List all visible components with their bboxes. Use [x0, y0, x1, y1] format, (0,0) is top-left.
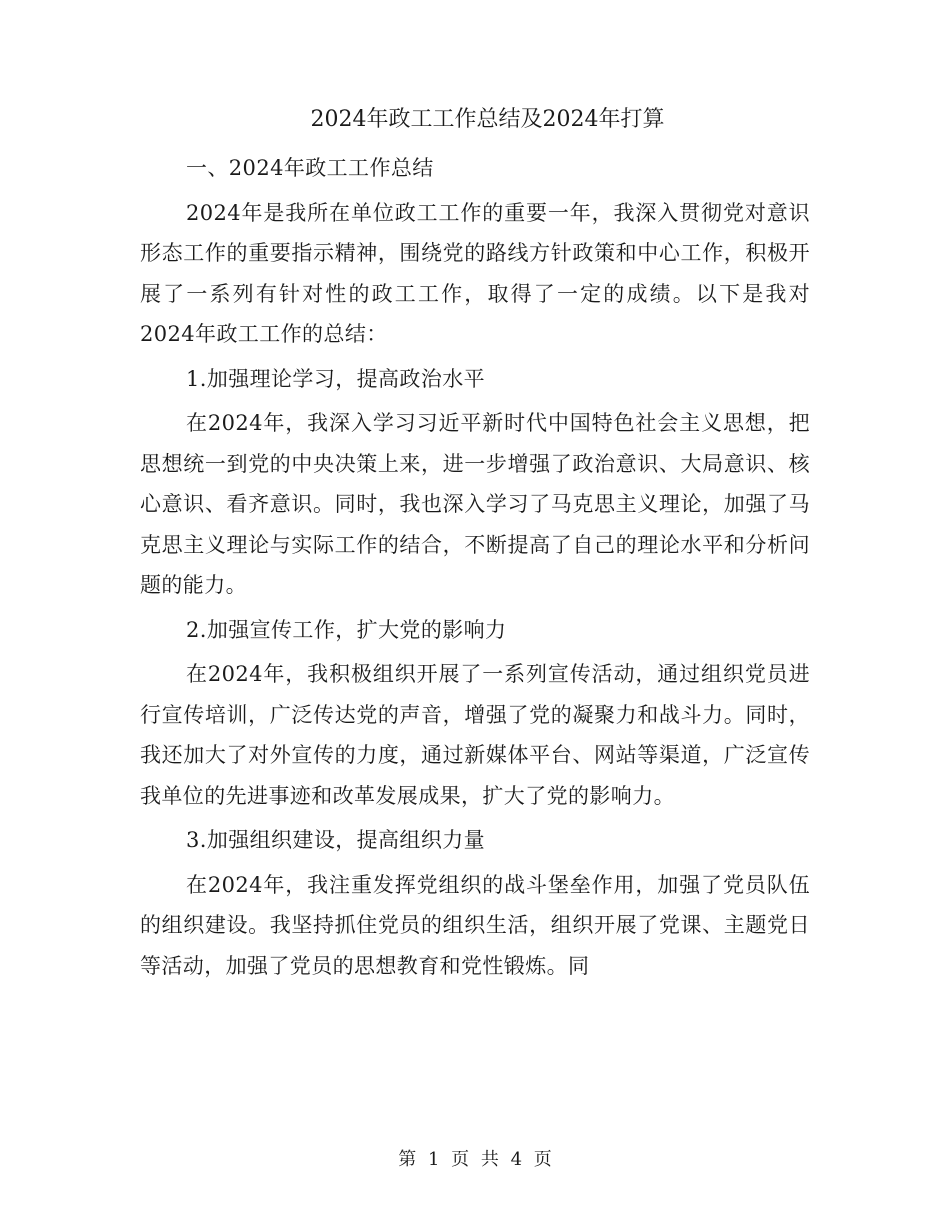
intro-paragraph: 2024年是我所在单位政工工作的重要一年，我深入贯彻党对意识形态工作的重要指示精神，围绕党的路线方针政策和中心工作，积极开展了一系列有针对性的政工工作，取得了一定的成绩。以下是我对2024年政工工作的总结： [140, 200, 810, 346]
section-heading: 一、2024年政工工作总结 [186, 156, 434, 180]
item-3-body: 在2024年，我注重发挥党组织的战斗堡垒作用，加强了党员队伍的组织建设。我坚持抓住党员的组织生活，组织开展了党课、主题党日等活动，加强了党员的思想教育和党性锻炼。同 [140, 872, 810, 978]
item-1-heading: 1.加强理论学习，提高政治水平 [186, 366, 486, 391]
page-number-footer: 第 1 页 共 4 页 [398, 1149, 552, 1170]
item-2-body: 在2024年，我积极组织开展了一系列宣传活动，通过组织党员进行宣传培训，广泛传达党的声音，增强了党的凝聚力和战斗力。同时，我还加大了对外宣传的力度，通过新媒体平台、网站等渠道，广泛宣传我单位的先进事迹和改革发展成果，扩大了党的影响力。 [140, 662, 810, 808]
document-body [140, 100, 810, 986]
item-2-heading: 2.加强宣传工作，扩大党的影响力 [186, 617, 507, 642]
item-3-heading: 3.加强组织建设，提高组织力量 [186, 828, 486, 852]
document-title: 2024年政工工作总结及2024年打算 [310, 107, 665, 132]
item-1-body: 在2024年，我深入学习习近平新时代中国特色社会主义思想，把思想统一到党的中央决策上来，进一步增强了政治意识、大局意识、核心意识、看齐意识。同时，我也深入学习了马克思主义理论，加强了马克思主义理论与实际工作的结合，不断提高了自己的理论水平和分析问题的能力。 [140, 411, 810, 597]
